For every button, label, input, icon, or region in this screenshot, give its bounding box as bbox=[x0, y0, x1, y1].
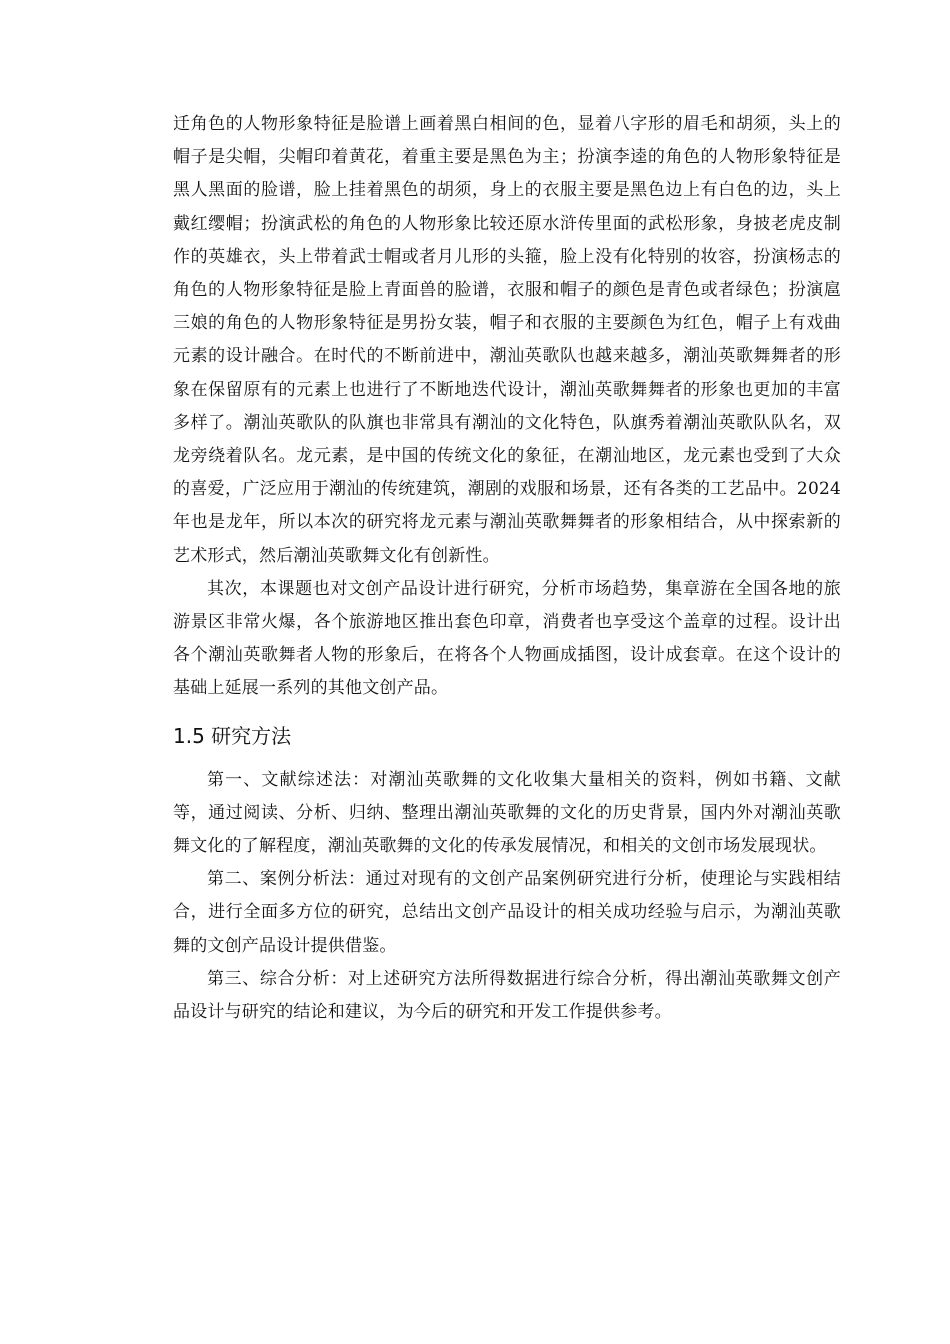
body-paragraph-2: 其次，本课题也对文创产品设计进行研究，分析市场趋势，集章游在全国各地的旅游景区非常火爆，各个旅游地区推出套色印章，消费者也享受这个盖章的过程。设计出各个潮汕英歌舞者人物的形象后，在将各个人物画成插图，设计成套章。在这个设计的基础上延展一系列的其他文创产品。 bbox=[173, 578, 841, 699]
method-paragraph-1: 第一、文献综述法：对潮汕英歌舞的文化收集大量相关的资料，例如书籍、文献等，通过阅读、分析、归纳、整理出潮汕英歌舞的文化的历史背景，国内外对潮汕英歌舞文化的了解程度，潮汕英歌舞的文化的传承发展情况，和相关的文创市场发展现状。 bbox=[173, 769, 841, 857]
section-heading: 1.5 研究方法 bbox=[173, 723, 292, 748]
method-paragraph-2: 第二、案例分析法：通过对现有的文创产品案例研究进行分析，使理论与实践相结合，进行全面多方位的研究，总结出文创产品设计的相关成功经验与启示，为潮汕英歌舞的文创产品设计提供借鉴。 bbox=[173, 869, 841, 956]
document-page bbox=[173, 108, 841, 1029]
method-paragraph-3: 第三、综合分析：对上述研究方法所得数据进行综合分析，得出潮汕英歌舞文创产品设计与研究的结论和建议，为今后的研究和开发工作提供参考。 bbox=[173, 968, 841, 1023]
body-paragraph-1: 迁角色的人物形象特征是脸谱上画着黑白相间的色，显着八字形的眉毛和胡须，头上的帽子是尖帽，尖帽印着黄花，着重主要是黑色为主；扮演李逵的角色的人物形象特征是黑人黑面的脸谱，脸上挂着黑色的胡须，身上的衣服主要是黑色边上有白色的边，头上戴红缨帽；扮演武松的角色的人物形象比较还原水浒传里面的武松形象，身披老虎皮制作的英雄衣，头上带着武士帽或者月儿形的头箍，脸上没有化特别的妆容，扮演杨志的角色的人物形象特征是脸上青面兽的脸谱，衣服和帽子的颜色是青色或者绿色；扮演扈三娘的角色的人物形象特征是男扮女装，帽子和衣服的主要颜色为红色，帽子上有戏曲元素的设计融合。在时代的不断前进中，潮汕英歌队也越来越多，潮汕英歌舞舞者的形象在保留原有的元素上也进行了不断地迭代设计，潮汕英歌舞舞者的形象也更加的丰富多样了。潮汕英歌队的队旗也非常具有潮汕的文化特色，队旗秀着潮汕英歌队队名，双龙旁绕着队名。龙元素，是中国的传统文化的象征，在潮汕地区，龙元素也受到了大众的喜爱，广泛应用于潮汕的传统建筑，潮剧的戏服和场景，还有各类的工艺品中。2024年也是龙年，所以本次的研究将龙元素与潮汕英歌舞舞者的形象相结合，从中探索新的艺术形式，然后潮汕英歌舞文化有创新性。 bbox=[173, 114, 841, 566]
